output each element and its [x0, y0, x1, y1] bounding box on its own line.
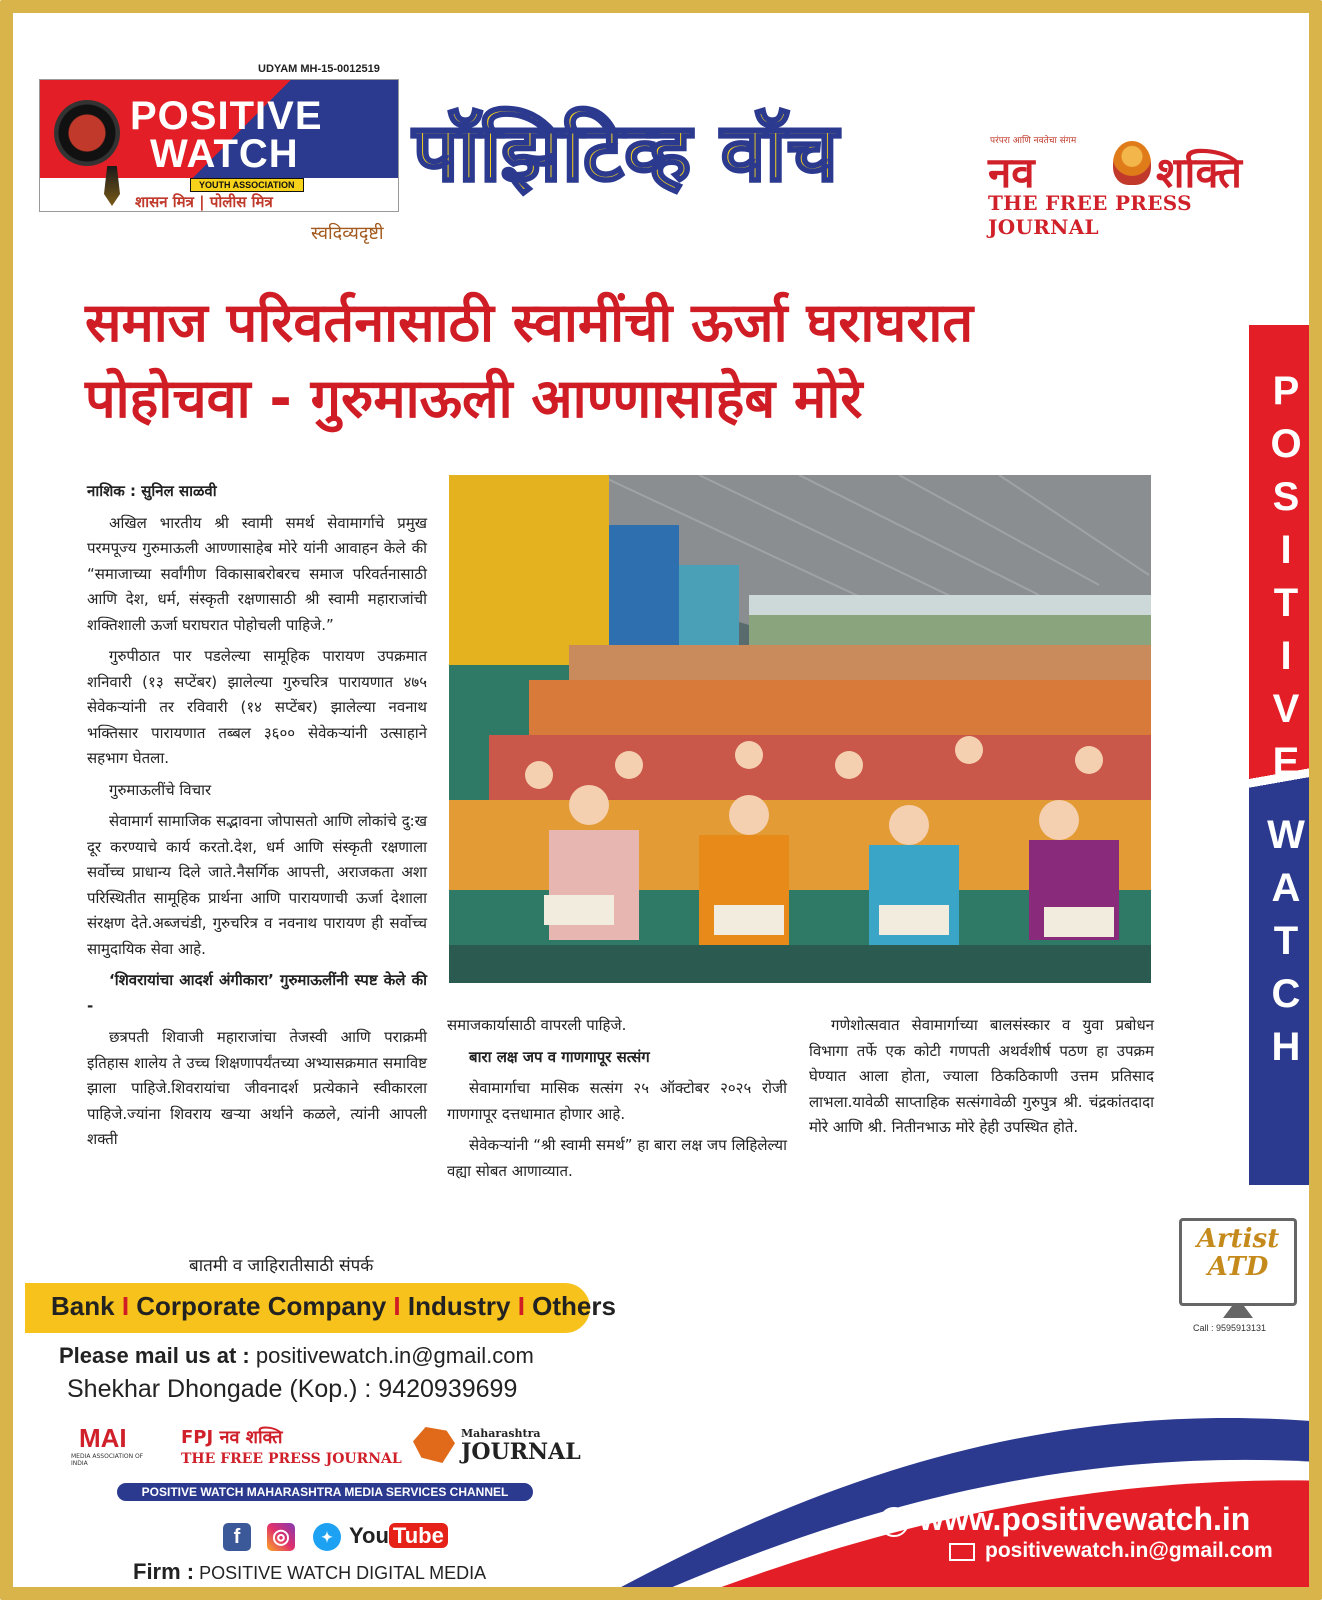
category-others: Others — [532, 1291, 616, 1321]
youtube-icon[interactable]: You Tube — [349, 1523, 448, 1549]
article-photo — [449, 475, 1151, 983]
envelope-icon — [949, 1543, 975, 1561]
paragraph: छत्रपती शिवाजी महाराजांचा तेजस्वी आणि पराक्रमी इतिहास शालेय ते उच्च शिक्षणापर्यंतच्या अभ्यासक्रमात समाविष्ट झाला पाहिजे.शिवरायांचा जीवनादर्श प्रत्येकाने स्वीकारला पाहिजे.ज्यांना शिवराय खऱ्या अर्थाने कळले, त्यांनी आपली शक्ती — [87, 1028, 427, 1148]
side-banner-letter: I — [1280, 528, 1292, 572]
artist-initials: ATD — [1207, 1252, 1269, 1282]
mail-value[interactable]: positivewatch.in@gmail.com — [255, 1343, 534, 1368]
masthead-title: पॉझिटिव्ह वॉच — [413, 106, 839, 199]
side-banner-letter: E — [1272, 740, 1300, 784]
mai-logo: MAI — [79, 1423, 127, 1453]
firm-label: Firm : — [133, 1559, 195, 1584]
subheading: ‘शिवरायांचा आदर्श अंगीकारा’ गुरुमाऊलींनी स्पष्ट केले की - — [87, 971, 427, 1015]
side-banner-letter: H — [1271, 1025, 1301, 1069]
svadivya-text: स्वदिव्यदृष्टी — [311, 223, 384, 244]
subheading: बारा लक्ष जप व गाणगापूर सत्संग — [469, 1047, 650, 1066]
gathering-photo — [449, 475, 1151, 983]
side-banner-letter: S — [1272, 475, 1300, 519]
positive-watch-logo — [39, 79, 399, 212]
contact-heading: बातमी व जाहिरातीसाठी संपर्क — [189, 1256, 374, 1276]
channel-banner: POSITIVE WATCH MAHARASHTRA MEDIA SERVICES CHANNEL — [117, 1483, 533, 1501]
maharashtra-journal-top: Maharashtra — [461, 1427, 541, 1440]
logo-line2: WATCH — [150, 132, 299, 176]
category-corporate: Corporate Company — [136, 1291, 387, 1321]
side-banner-letter: W — [1267, 813, 1305, 857]
byline: नाशिक : सुनिल साळवी — [87, 482, 217, 500]
paragraph: सेवामार्गाचा मासिक सत्संग २५ ऑक्टोबर २०२५ रोजी गाणगापूर दत्तधामात होणार आहे. — [447, 1079, 787, 1123]
mai-subtitle: MEDIA ASSOCIATION OF INDIA — [71, 1453, 144, 1467]
camera-icon — [54, 100, 120, 166]
facebook-icon[interactable]: f — [223, 1523, 251, 1551]
fpj-small-logo: THE FREE PRESS JOURNAL — [181, 1451, 402, 1467]
side-banner-letter: P — [1272, 369, 1300, 413]
side-banner-letter: C — [1271, 972, 1301, 1016]
category-bank: Bank — [51, 1291, 115, 1321]
artist-text: Artist — [1196, 1224, 1280, 1254]
headline-line2: पोहोचवा - गुरुमाऊली आण्णासाहेब मोरे — [85, 367, 863, 430]
navshakti-shakti: शक्ति — [1156, 148, 1242, 197]
phone-line: Shekhar Dhongade (Kop.) : 9420939699 — [67, 1375, 518, 1403]
artist-atd-logo — [1179, 1218, 1297, 1306]
navshakti-nav: नव — [988, 148, 1035, 197]
side-banner-letter: T — [1273, 919, 1299, 963]
category-bar: Bank I Corporate Company I Industry I Others — [25, 1283, 590, 1333]
footer-email-link[interactable]: positivewatch.in@gmail.com — [985, 1539, 1273, 1562]
side-banner — [1249, 325, 1322, 1185]
side-banner-letter: V — [1272, 687, 1300, 731]
paragraph: गणेशोत्सवात सेवामार्गाच्या बालसंस्कार व युवा प्रबोधन विभागा तर्फे एक कोटी गणपती अथर्वशीर्ष पठण हा उपक्रम घेण्यात आला होता, ज्याला ठिकठिकाणी उत्तम प्रतिसाद लाभला.यावेळी साप्ताहिक सत्संगावेळी गुरुपुत्र श्री. चंद्रकांतदादा मोरे आणि श्री. नितीनभाऊ मोरे हेही उपस्थित होते. — [809, 1016, 1154, 1136]
logo-youth-association: YOUTH ASSOCIATION — [190, 178, 304, 192]
paragraph: समाजकार्यासाठी वापरली पाहिजे. — [447, 1016, 627, 1034]
side-banner-letter: T — [1273, 581, 1299, 625]
headline — [85, 285, 1205, 437]
article-column-2 — [447, 1013, 787, 1190]
subheading: गुरुमाऊलींचे विचार — [109, 780, 212, 799]
maharashtra-map-icon — [413, 1427, 455, 1463]
article-column-1 — [87, 479, 427, 1159]
udyam-number: UDYAM MH-15-0012519 — [258, 63, 380, 75]
side-banner-letter: O — [1270, 422, 1302, 466]
instagram-icon[interactable]: ◎ — [267, 1523, 295, 1551]
artist-call: Call : 9595913131 — [1193, 1323, 1267, 1333]
logo-line1: POSITIVE — [130, 94, 323, 138]
twitter-icon[interactable]: ✦ — [313, 1523, 341, 1551]
partner-logos — [69, 1423, 589, 1483]
website-link[interactable]: www.positivewatch.in — [919, 1501, 1251, 1537]
firm-line — [133, 1559, 486, 1585]
maharashtra-journal-logo: JOURNAL — [461, 1439, 581, 1465]
free-press-journal: THE FREE PRESS JOURNAL — [988, 191, 1192, 239]
paragraph: अखिल भारतीय श्री स्वामी समर्थ सेवामार्गाचे प्रमुख परमपूज्य गुरुमाऊली आण्णासाहेब मोरे यांनी आवाहन केले की “समाजाच्या सर्वांगीण विकासाबरोबरच समाज परिवर्तनासाठी आणि देश, धर्म, संस्कृती रक्षणासाठी श्री स्वामी महाराजांची शक्तिशाली ऊर्जा घराघरात पोहोचली पाहिजे.” — [87, 513, 427, 634]
article-column-3 — [809, 1013, 1154, 1147]
side-banner-letter: A — [1271, 866, 1301, 910]
side-banner-text — [1249, 365, 1322, 1074]
headline-line1: समाज परिवर्तनासाठी स्वामींची ऊर्जा घराघरात — [85, 291, 974, 354]
navshakti-logo — [988, 133, 1288, 239]
globe-icon — [879, 1507, 909, 1537]
logo-tagline: शासन मित्र | पोलीस मित्र — [135, 193, 273, 211]
firm-value: POSITIVE WATCH DIGITAL MEDIA — [199, 1563, 487, 1583]
fpj-navshakti-logo: FPJ नव शक्ति — [181, 1427, 283, 1448]
paragraph: सेवेकऱ्यांनी “श्री स्वामी समर्थ” हा बारा लक्ष जप लिहिलेल्या वह्या सोबत आणाव्यात. — [447, 1136, 787, 1180]
paragraph: गुरुपीठात पार पडलेल्या सामूहिक पारायण उपक्रमात शनिवारी (१३ सप्टेंबर) झालेल्या गुरुचरित्र पारायणात ४७५ सेवेकऱ्यांनी तर रविवारी (१४ सप्टेंबर) झालेल्या नवनाथ भक्तिसार पारायणात तब्बल ३६०० सेवेकऱ्यांनी उत्साहाने सहभाग घेतला. — [87, 647, 427, 767]
category-industry: Industry — [407, 1291, 511, 1321]
mail-label: Please mail us at : — [59, 1343, 250, 1368]
goddess-icon — [1113, 141, 1151, 185]
side-banner-letter: I — [1280, 634, 1292, 678]
mail-line — [59, 1343, 534, 1369]
monitor-stand-icon — [1223, 1306, 1253, 1318]
navshakti-tagline: परंपरा आणि नवतेचा संगम — [990, 136, 1077, 146]
paragraph: सेवामार्ग सामाजिक सद्भावना जोपासतो आणि लोकांचे दु:ख दूर करण्याचे कार्य करतो.देश, धर्म आणि संस्कृती रक्षणाला सर्वोच्च प्राधान्य दिले जाते.नैसर्गिक आपत्ती, अराजकता अशा परिस्थितीत सामूहिक प्रार्थना आणि पारायणाची ऊर्जा देशाला संरक्षण देते.अब्जचंडी, गुरुचरित्र व नवनाथ पारायण ही सर्वोच्च सामुदायिक सेवा आहे. — [87, 812, 427, 958]
